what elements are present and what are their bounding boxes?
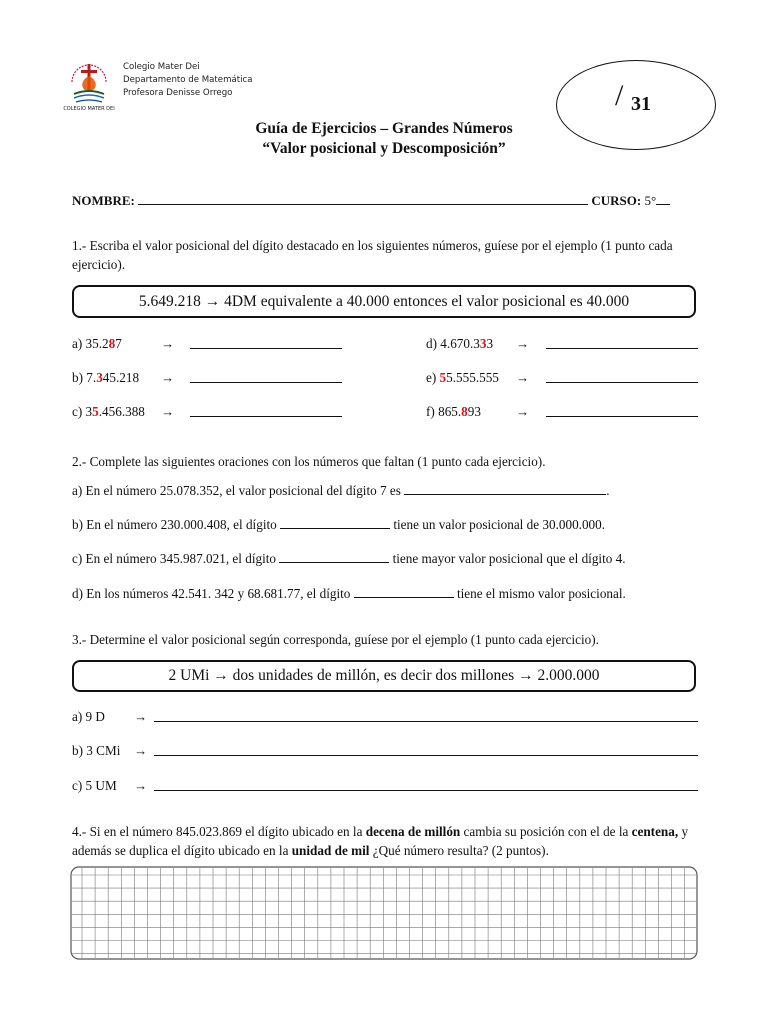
q1-arrow-f: → [516, 404, 530, 419]
q1-answer-e[interactable] [546, 370, 698, 383]
item-label: d) [426, 336, 437, 351]
q3-answer-a[interactable] [154, 709, 698, 722]
q1-arrow-d: → [516, 336, 530, 351]
school-logo [63, 58, 115, 120]
sentence-text: tiene el mismo valor posicional. [456, 586, 626, 601]
q3-answer-c[interactable] [154, 778, 698, 791]
student-info-row [72, 192, 702, 209]
q1-example-text: 5.649.218 → 4DM equivalente a 40.000 entonces el valor posicional es 40.000 [138, 293, 630, 310]
prompt-bold: centena, [631, 824, 679, 839]
sentence-text: tiene mayor valor posicional que el dígito 4. [392, 551, 626, 566]
q1-item-e [426, 370, 499, 386]
worksheet-title: Guía de Ejercicios – Grandes Números [255, 120, 513, 137]
worksheet-subtitle: “Valor posicional y Descomposición” [262, 140, 506, 157]
q1-answer-a[interactable] [190, 336, 342, 349]
sentence-text: . [606, 483, 610, 498]
number-part: 3 [85, 404, 93, 419]
q3-example-box [72, 660, 696, 692]
item-label: c) [72, 404, 83, 419]
teacher-name: Profesora Denisse Orrego [123, 88, 233, 98]
nombre-label: NOMBRE: [72, 193, 135, 208]
prompt-text: cambia su posición con el de la [463, 824, 629, 839]
highlighted-digit: 8 [461, 404, 468, 419]
sentence-text: a) En el número 25.078.352, el valor posicional del dígito 7 es [72, 483, 401, 498]
q3-arrow-a: → [134, 709, 148, 724]
prompt-text: y además se duplica el dígito ubicado en la [72, 824, 689, 858]
school-name: Colegio Mater Dei [123, 62, 200, 72]
q3-item-c-label: c) 5 UM [72, 778, 117, 793]
highlighted-digit: 3 [479, 336, 487, 351]
q1-arrow-b: → [161, 370, 175, 385]
nombre-field[interactable] [138, 192, 588, 205]
number-part: 45.218 [102, 370, 140, 385]
q2-prompt: 2.- Complete las siguientes oraciones con los números que faltan (1 punto cada ejercicio). [72, 454, 546, 469]
number-part: .456.388 [98, 404, 145, 419]
q1-item-d [426, 336, 493, 352]
curso-label: CURSO: [591, 193, 642, 208]
q1-example-box [72, 285, 696, 318]
q1-answer-f[interactable] [546, 404, 698, 417]
highlighted-digit: 8 [108, 336, 116, 351]
item-label: e) [426, 370, 437, 385]
prompt-bold: unidad de mil [291, 843, 370, 858]
q1-arrow-c: → [161, 404, 175, 419]
q1-item-f [426, 404, 481, 420]
item-label: b) [72, 370, 83, 385]
q3-arrow-b: → [134, 743, 148, 758]
score-total: 31 [631, 93, 651, 115]
highlighted-digit: 5 [439, 370, 447, 385]
number-part: 865. [438, 404, 462, 419]
q2-answer-c[interactable] [279, 550, 389, 563]
sentence-text: b) En el número 230.000.408, el dígito [72, 517, 277, 532]
prompt-text: ¿Qué número resulta? (2 puntos). [372, 843, 549, 858]
curso-field[interactable] [656, 192, 670, 205]
q2-answer-d[interactable] [354, 585, 454, 598]
q4-answer-grid[interactable] [70, 866, 698, 960]
prompt-text: 4.- Si en el número 845.023.869 el dígito ubicado en la [72, 824, 363, 839]
number-part: 93 [467, 404, 481, 419]
score-slash: / [615, 79, 624, 112]
number-part: 7 [115, 336, 122, 351]
q1-answer-c[interactable] [190, 404, 342, 417]
q1-arrow-e: → [516, 370, 530, 385]
highlighted-digit: 5 [92, 404, 99, 419]
q2-answer-a[interactable] [404, 482, 606, 495]
q3-prompt: 3.- Determine el valor posicional según corresponda, guíese por el ejemplo (1 punto cada ejercicio). [72, 632, 599, 647]
q4-prompt [72, 822, 702, 860]
q1-answer-d[interactable] [546, 336, 698, 349]
q1-prompt: 1.- Escriba el valor posicional del dígito destacado en los siguientes números, guíese por el ejemplo (1 punto cada ejercicio). [72, 238, 673, 272]
q3-answer-b[interactable] [154, 743, 698, 756]
curso-value: 5° [644, 193, 657, 208]
logo-caption: COLEGIO MATER DEI [63, 106, 115, 112]
q1-answer-b[interactable] [190, 370, 342, 383]
q2-sentence-b [72, 516, 605, 533]
school-info [123, 61, 252, 100]
number-part: 7. [86, 370, 97, 385]
number-part: 4.670.3 [440, 336, 480, 351]
sentence-text: c) En el número 345.987.021, el dígito [72, 551, 277, 566]
sentence-text: tiene un valor posicional de 30.000.000. [393, 517, 606, 532]
highlighted-digit: 3 [96, 370, 103, 385]
sentence-text: d) En los números 42.541. 342 y 68.681.77, el dígito [72, 586, 351, 601]
number-part: 35.2 [85, 336, 109, 351]
number-part: 3 [486, 336, 494, 351]
q2-sentence-a [72, 482, 609, 499]
q3-item-a-label: a) 9 D [72, 709, 105, 724]
number-part: 5.555.555 [446, 370, 499, 385]
q1-item-a [72, 336, 122, 352]
q1-item-b [72, 370, 139, 386]
q3-item-b-label: b) 3 CMi [72, 743, 121, 758]
q2-answer-b[interactable] [280, 516, 390, 529]
q3-arrow-c: → [134, 778, 148, 793]
q1-item-c [72, 404, 145, 420]
q3-example-text: 2 UMi → dos unidades de millón, es decir dos millones → 2.000.000 [168, 667, 600, 684]
q1-arrow-a: → [161, 336, 175, 351]
q2-sentence-d [72, 585, 626, 602]
q2-sentence-c [72, 550, 626, 567]
department-name: Departamento de Matemática [123, 75, 253, 85]
prompt-bold: decena de millón [365, 824, 461, 839]
item-label: f) [426, 404, 435, 419]
item-label: a) [72, 336, 83, 351]
